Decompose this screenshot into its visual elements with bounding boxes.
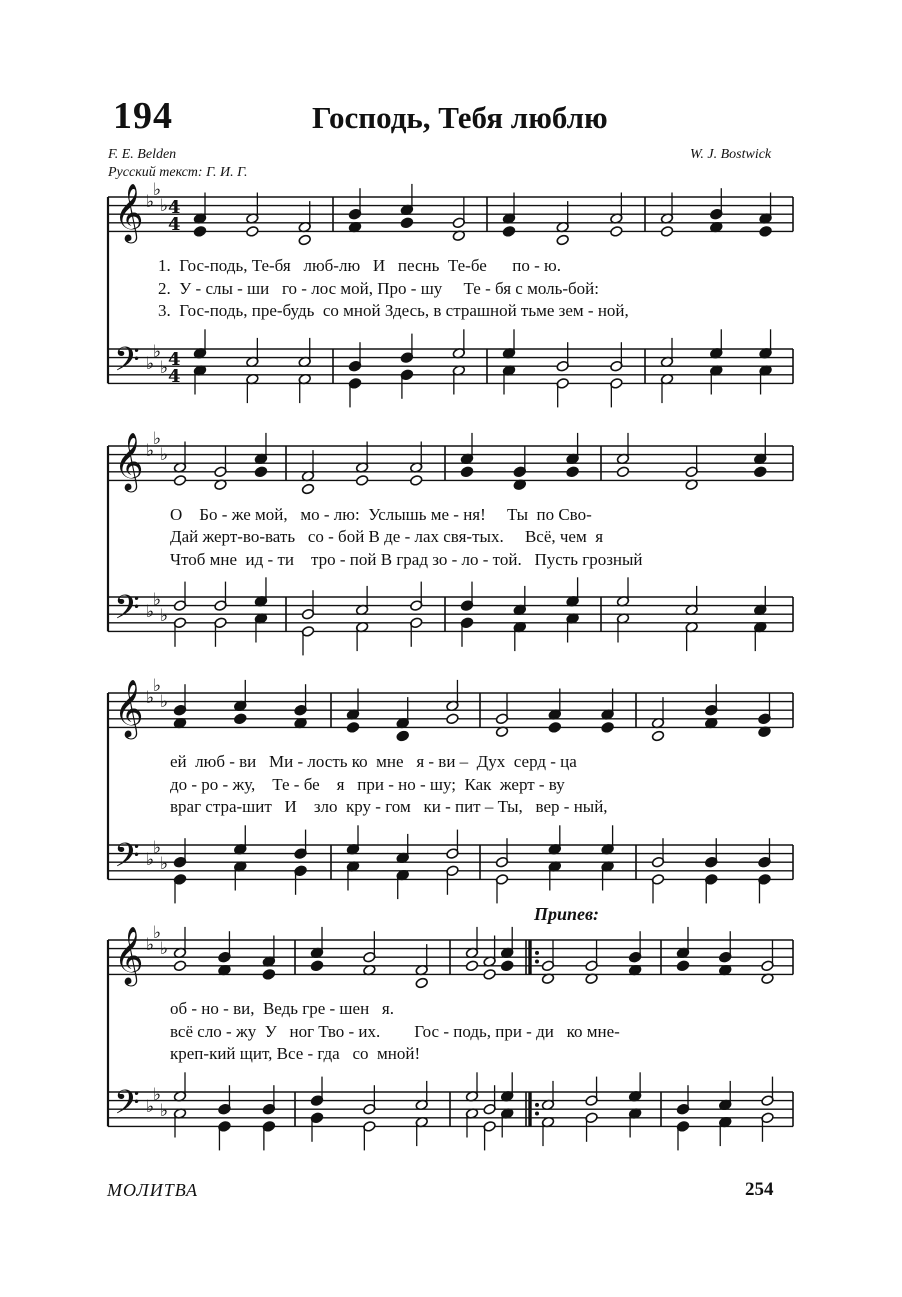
note-head (566, 466, 579, 478)
note-head (410, 475, 423, 487)
hymn-number: 194 (113, 95, 173, 137)
note-head (465, 960, 478, 972)
flat-icon: ♭ (153, 590, 162, 610)
note-head (556, 234, 569, 246)
flat-icon: ♭ (146, 688, 155, 708)
hymn-title: Господь, Тебя люблю (312, 100, 608, 135)
flat-icon: ♭ (146, 602, 155, 622)
chorus-label: Припев: (534, 904, 600, 924)
note-head (234, 713, 247, 725)
note-head (759, 226, 772, 238)
note-head (548, 722, 561, 734)
repeat-dot (535, 1112, 539, 1116)
flat-icon: ♭ (146, 850, 155, 870)
note-head (610, 226, 623, 238)
note-head (676, 960, 689, 972)
treble-clef-icon: 𝄞 (114, 926, 144, 984)
flat-icon: ♭ (153, 1085, 162, 1105)
flat-icon: ♭ (146, 354, 155, 374)
system-4-verse-1: об - но - ви, Ведь гре - шен я. (170, 999, 394, 1018)
note-head (193, 226, 206, 238)
system-2-verse-1: О Бо - же мой, мо - лю: Услышь ме - ня! Ты по Сво- (170, 505, 592, 524)
flat-icon: ♭ (153, 342, 162, 362)
note-head (301, 483, 314, 495)
system-4-verse-2: всё сло - жу У ног Тво - их. Гос - подь, при - ди ко мне- (170, 1022, 620, 1041)
time-signature-icon: 4 (168, 214, 181, 235)
note-head (173, 475, 186, 487)
note-head (601, 722, 614, 734)
flat-icon: ♭ (146, 1097, 155, 1117)
arranger-credit: W. J. Bostwick (690, 147, 772, 162)
translator-credit: Русский текст: Г. И. Г. (108, 165, 248, 180)
flat-icon: ♭ (160, 358, 169, 378)
note-head (500, 960, 513, 972)
system-1-verse-1: 1. Гос-подь, Те-бя люб-лю И песнь Те-бе по - ю. (158, 256, 562, 275)
treble-clef-icon: 𝄞 (114, 432, 144, 490)
note-head (310, 960, 323, 972)
system-3-verse-3: враг стра-шит И зло кру - гом ки - пит – Ты, вер - ный, (170, 797, 608, 816)
system-3-verse-1: ей люб - ви Ми - лость ко мне я - ви – Дух серд - ца (170, 752, 577, 771)
treble-clef-icon: 𝄞 (114, 183, 144, 241)
system-1-verse-3: 3. Гос-подь, пре-будь со мной Здесь, в страшной тьме зем - ной, (158, 301, 629, 320)
note-head (616, 466, 629, 478)
note-head (483, 969, 496, 981)
repeat-dot (535, 951, 539, 955)
time-signature-icon: 4 (168, 366, 181, 387)
flat-icon: ♭ (153, 180, 162, 200)
flat-icon: ♭ (146, 441, 155, 461)
flat-icon: ♭ (160, 854, 169, 874)
page-number: 254 (745, 1179, 774, 1200)
note-head (173, 960, 186, 972)
note-head (298, 234, 311, 246)
note-head (754, 466, 767, 478)
flat-icon: ♭ (160, 939, 169, 959)
note-head (346, 722, 359, 734)
flat-icon: ♭ (160, 196, 169, 216)
note-head (660, 226, 673, 238)
bass-clef-icon: 𝄢 (114, 341, 140, 387)
note-head (246, 226, 259, 238)
system-4-verse-3: креп-кий щит, Все - гда со мной! (170, 1044, 421, 1063)
note-head (460, 466, 473, 478)
bass-clef-icon: 𝄢 (114, 1084, 140, 1130)
note-head (396, 730, 409, 742)
repeat-dot (535, 1103, 539, 1107)
flat-icon: ♭ (160, 606, 169, 626)
note-head (355, 475, 368, 487)
flat-icon: ♭ (160, 1101, 169, 1121)
note-head (651, 730, 664, 742)
bass-clef-icon: 𝄢 (114, 837, 140, 883)
note-head (446, 713, 459, 725)
flat-icon: ♭ (153, 429, 162, 449)
system-2-verse-2: Дай жерт-во-вать со - бой В де - лах свя-тых. Всё, чем я (170, 527, 604, 546)
flat-icon: ♭ (153, 676, 162, 696)
repeat-dot (535, 960, 539, 964)
note-head (415, 977, 428, 989)
note-head (502, 226, 515, 238)
system-2-verse-3: Чтоб мне ид - ти тро - пой В град зо - ло - той. Пусть грозный (170, 550, 643, 569)
note-head (254, 466, 267, 478)
composer-credit: F. E. Belden (108, 147, 177, 162)
system-1-verse-2: 2. У - слы - ши го - лос мой, Про - шу Те - бя с моль-бой: (158, 279, 599, 298)
time-signature-icon: 4 (168, 349, 181, 370)
time-signature-icon: 4 (168, 197, 181, 218)
flat-icon: ♭ (153, 923, 162, 943)
flat-icon: ♭ (160, 692, 169, 712)
note-head (400, 217, 413, 229)
flat-icon: ♭ (153, 838, 162, 858)
system-3-verse-2: до - ро - жу, Те - бе я при - но - шу; Как жерт - ву (170, 775, 565, 794)
note-head (262, 969, 275, 981)
bass-clef-icon: 𝄢 (114, 589, 140, 635)
treble-clef-icon: 𝄞 (114, 679, 144, 737)
flat-icon: ♭ (146, 192, 155, 212)
flat-icon: ♭ (146, 935, 155, 955)
flat-icon: ♭ (160, 445, 169, 465)
footer-section: МОЛИТВА (107, 1180, 199, 1200)
